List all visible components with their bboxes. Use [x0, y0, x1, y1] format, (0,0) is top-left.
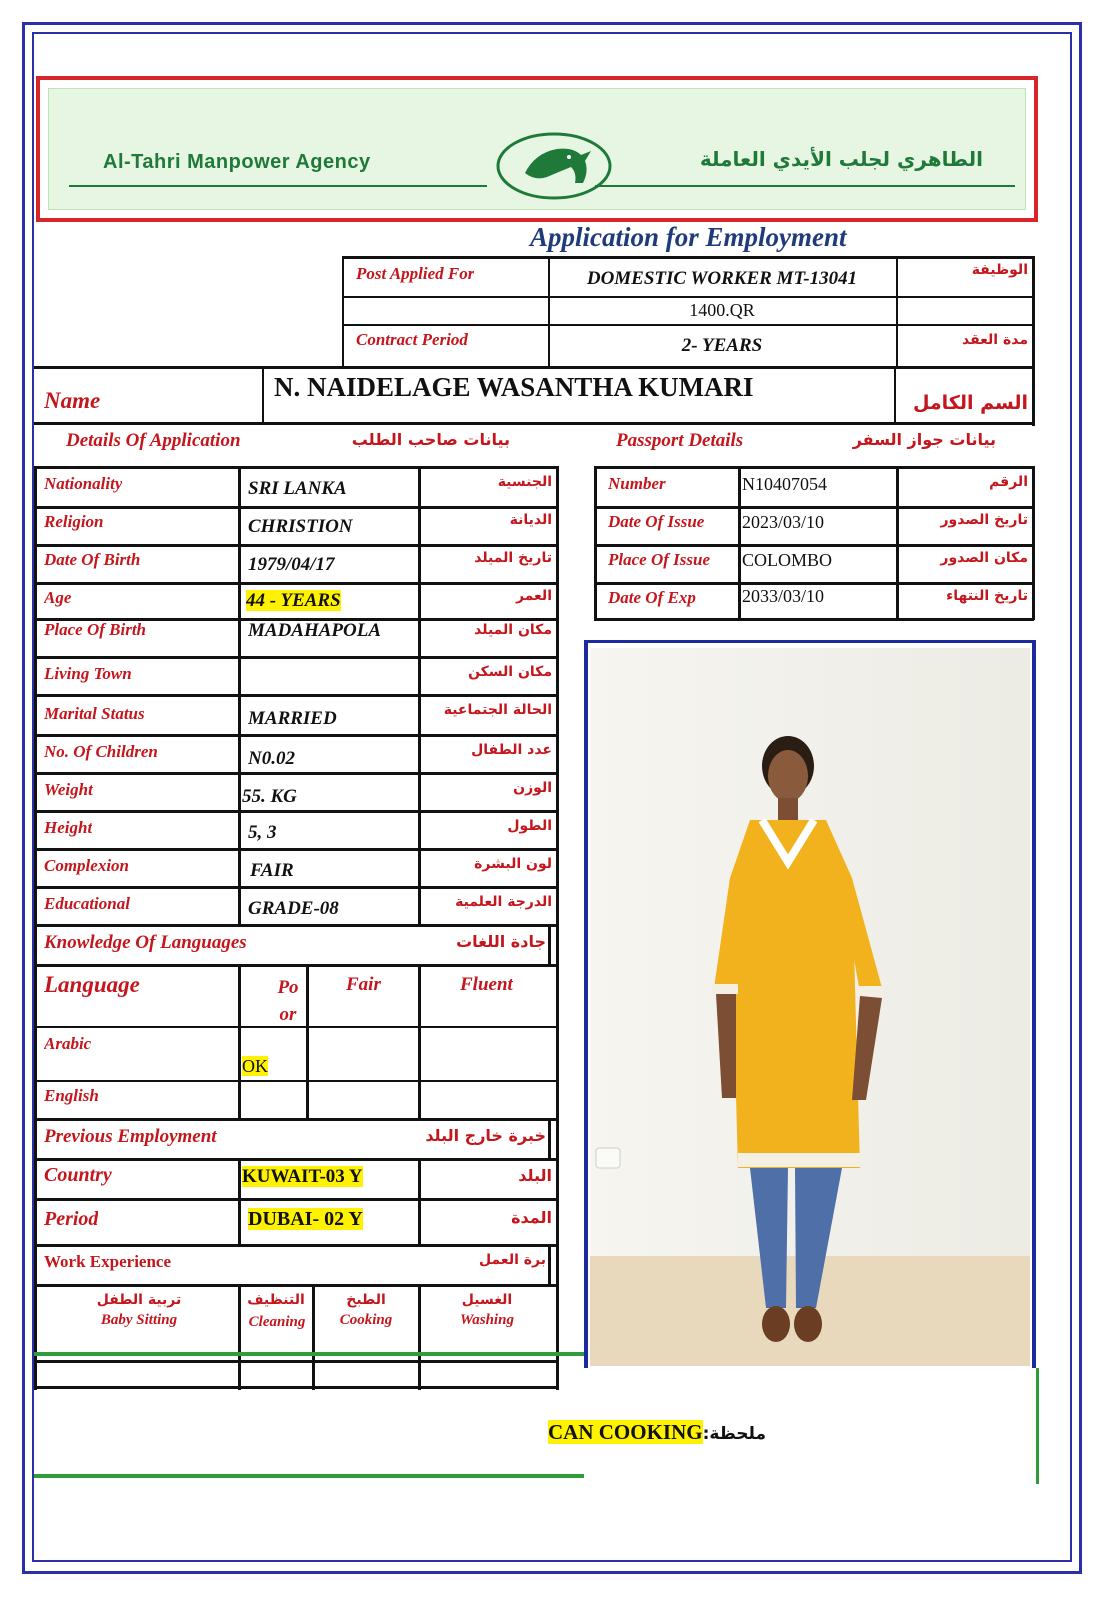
contract-label: Contract Period	[356, 330, 468, 349]
divider	[34, 924, 558, 927]
issue-place-value: COLOMBO	[742, 550, 833, 570]
name-value: N. NAIDELAGE WASANTHA KUMARI	[274, 372, 754, 402]
divider	[418, 1160, 421, 1246]
marital-label-ar: الحالة الجتماعية	[443, 702, 552, 718]
divider	[34, 734, 558, 737]
dob-label-ar: تاريخ الميلد	[474, 550, 552, 566]
dob-value: 1979/04/17	[248, 554, 335, 575]
arabic-poor-value: OK	[242, 1056, 268, 1076]
divider	[34, 544, 558, 547]
previous-heading: Previous Employment	[44, 1126, 217, 1147]
children-label-ar: عدد الطفال	[471, 742, 552, 758]
pob-label: Place Of Birth	[44, 620, 146, 639]
height-label-ar: الطول	[507, 818, 552, 834]
divider	[262, 366, 264, 424]
divider	[342, 324, 1034, 326]
divider	[34, 1386, 558, 1389]
green-rule-bottom	[34, 1474, 584, 1478]
header-band	[48, 88, 1026, 210]
divider	[312, 1286, 315, 1390]
divider	[238, 1286, 241, 1390]
photo-frame-left	[584, 640, 588, 1368]
divider	[896, 256, 898, 366]
divider	[594, 618, 1034, 621]
divider	[342, 256, 1034, 259]
languages-heading-ar: جادة اللغات	[456, 932, 546, 951]
washing-label: Washing	[460, 1312, 514, 1328]
divider	[594, 466, 1034, 469]
complexion-value: FAIR	[250, 860, 294, 881]
issue-date-label-ar: تاريخ الصدور	[940, 512, 1028, 528]
pob-label-ar: مكان الميلد	[474, 622, 552, 638]
page-title: Application for Employment	[530, 222, 847, 252]
divider	[34, 772, 558, 775]
divider	[34, 886, 558, 889]
divider	[34, 1360, 558, 1363]
poor-col-header: Poor	[277, 977, 299, 1025]
divider	[34, 964, 558, 967]
divider	[418, 1286, 421, 1390]
weight-label: Weight	[44, 780, 93, 799]
name-label: Name	[44, 388, 101, 413]
post-label-ar: الوظيفة	[971, 262, 1028, 278]
note-value: CAN COOKING	[548, 1420, 703, 1444]
complexion-label-ar: لون البشرة	[474, 856, 552, 872]
cooking-label: Cooking	[339, 1312, 393, 1328]
period-value: DUBAI- 02 Y	[248, 1208, 363, 1230]
country-label: Country	[44, 1164, 112, 1186]
applicant-photo	[590, 648, 1030, 1366]
arabic-label: Arabic	[44, 1034, 92, 1053]
language-col-header: Language	[44, 972, 140, 997]
passport-number-value: N10407054	[742, 474, 827, 494]
cleaning-ar: التنظيف	[247, 1292, 305, 1308]
children-label: No. Of Children	[44, 742, 158, 761]
divider	[594, 582, 1034, 585]
divider	[342, 296, 1034, 298]
salary-value: 1400.QR	[689, 300, 755, 320]
details-heading: Details Of Application	[66, 430, 241, 451]
passport-number-label-ar: الرقم	[989, 474, 1028, 490]
living-town-label: Living Town	[44, 664, 132, 683]
languages-heading: Knowledge Of Languages	[44, 932, 247, 953]
washing-ar: الغسيل	[461, 1292, 513, 1308]
divider	[238, 966, 241, 1120]
divider	[418, 966, 421, 1120]
note-label-ar: :ملحظة	[702, 1424, 766, 1444]
baby-sitting-label: Baby Sitting	[100, 1312, 178, 1328]
age-label-ar: العمر	[515, 588, 552, 604]
divider	[34, 1080, 558, 1082]
divider	[548, 256, 550, 366]
age-label: Age	[44, 588, 72, 607]
english-label: English	[44, 1086, 99, 1105]
divider	[34, 466, 37, 1390]
education-label-ar: الدرجة العلمية	[455, 894, 552, 910]
photo-frame-right	[1032, 640, 1036, 1368]
divider	[306, 966, 309, 1120]
passport-heading-ar: بيانات جواز السفر	[852, 430, 996, 449]
divider	[34, 506, 558, 509]
period-label: Period	[44, 1208, 99, 1230]
issue-place-label-ar: مكان الصدور	[940, 550, 1028, 566]
country-value: KUWAIT-03 Y	[242, 1166, 363, 1187]
contract-label-ar: مدة العقد	[961, 332, 1028, 348]
age-value: 44 - YEARS	[246, 590, 341, 611]
divider	[1032, 256, 1035, 426]
logo-line-right	[595, 185, 1015, 187]
horse-head-icon	[495, 131, 613, 201]
divider	[34, 366, 1034, 369]
dob-label: Date Of Birth	[44, 550, 141, 569]
divider	[34, 1158, 558, 1161]
divider	[342, 256, 344, 366]
cooking-ar: الطبخ	[346, 1292, 386, 1308]
passport-number-label: Number	[608, 474, 666, 493]
details-heading-ar: بيانات صاحب الطلب	[351, 430, 510, 449]
divider	[594, 506, 1034, 509]
country-label-ar: البلد	[518, 1166, 552, 1185]
divider	[548, 1246, 551, 1286]
religion-label-ar: الديانة	[509, 512, 552, 528]
previous-heading-ar: خبرة خارج البلد	[425, 1126, 546, 1145]
weight-label-ar: الوزن	[513, 780, 552, 796]
passport-heading: Passport Details	[616, 430, 744, 451]
nationality-label-ar: الجنسية	[497, 474, 552, 490]
education-label: Educational	[44, 894, 130, 913]
divider	[34, 1118, 558, 1121]
divider	[34, 422, 1034, 425]
divider	[594, 544, 1034, 547]
religion-label: Religion	[44, 512, 104, 531]
period-label-ar: المدة	[511, 1208, 552, 1227]
fair-col-header: Fair	[346, 974, 381, 995]
marital-label: Marital Status	[44, 704, 145, 723]
divider	[34, 694, 558, 697]
post-label: Post Applied For	[356, 264, 475, 283]
height-value: 5, 3	[248, 822, 277, 843]
agency-name-ar: الطاهري لجلب الأيدي العاملة	[699, 147, 983, 171]
religion-value: CHRISTION	[248, 516, 353, 537]
work-heading-ar: برة العمل	[479, 1252, 546, 1268]
divider	[1032, 466, 1035, 620]
agency-name-en: Al-Tahri Manpower Agency	[103, 151, 371, 173]
issue-place-label: Place Of Issue	[608, 550, 710, 569]
post-value: DOMESTIC WORKER MT-13041	[586, 268, 858, 289]
pob-value: MADAHAPOLA	[248, 620, 382, 641]
exp-date-value: 2033/03/10	[742, 586, 825, 606]
divider	[34, 1198, 558, 1201]
weight-value: 55. KG	[242, 786, 297, 807]
divider	[896, 466, 899, 620]
divider	[34, 466, 558, 469]
divider	[238, 1160, 241, 1246]
divider	[556, 466, 559, 1390]
issue-date-label: Date Of Issue	[608, 512, 705, 531]
divider	[34, 848, 558, 851]
divider	[594, 466, 597, 620]
name-label-ar: السم الكامل	[912, 392, 1028, 414]
photo-frame-top	[584, 640, 1036, 643]
education-value: GRADE-08	[248, 898, 339, 919]
children-value: N0.02	[248, 748, 295, 769]
height-label: Height	[44, 818, 93, 837]
divider	[34, 1244, 558, 1247]
logo-line-left	[69, 185, 487, 187]
green-rule-vertical	[1036, 1368, 1039, 1484]
divider	[894, 366, 896, 424]
divider	[34, 656, 558, 659]
cleaning-label: Cleaning	[248, 1314, 306, 1330]
divider	[548, 1120, 551, 1160]
divider	[34, 582, 558, 585]
issue-date-value: 2023/03/10	[742, 512, 825, 532]
marital-value: MARRIED	[248, 708, 337, 729]
agency-header	[36, 76, 1038, 222]
person-figure-icon	[590, 648, 1030, 1366]
nationality-value: SRI LANKA	[248, 478, 347, 499]
exp-date-label: Date Of Exp	[608, 588, 696, 607]
complexion-label: Complexion	[44, 856, 130, 875]
living-town-label-ar: مكان السكن	[468, 664, 552, 680]
fluent-col-header: Fluent	[460, 974, 513, 995]
divider	[738, 466, 741, 620]
nationality-label: Nationality	[44, 474, 123, 493]
work-heading: Work Experience	[44, 1252, 172, 1271]
note-line	[548, 1420, 766, 1445]
baby-sitting-ar: تربية الطفل	[96, 1292, 182, 1308]
green-rule	[34, 1352, 584, 1356]
exp-date-label-ar: تاريخ النتهاء	[946, 588, 1028, 604]
divider	[548, 926, 551, 966]
divider	[34, 1284, 558, 1287]
contract-value: 2- YEARS	[681, 335, 763, 356]
divider	[34, 810, 558, 813]
